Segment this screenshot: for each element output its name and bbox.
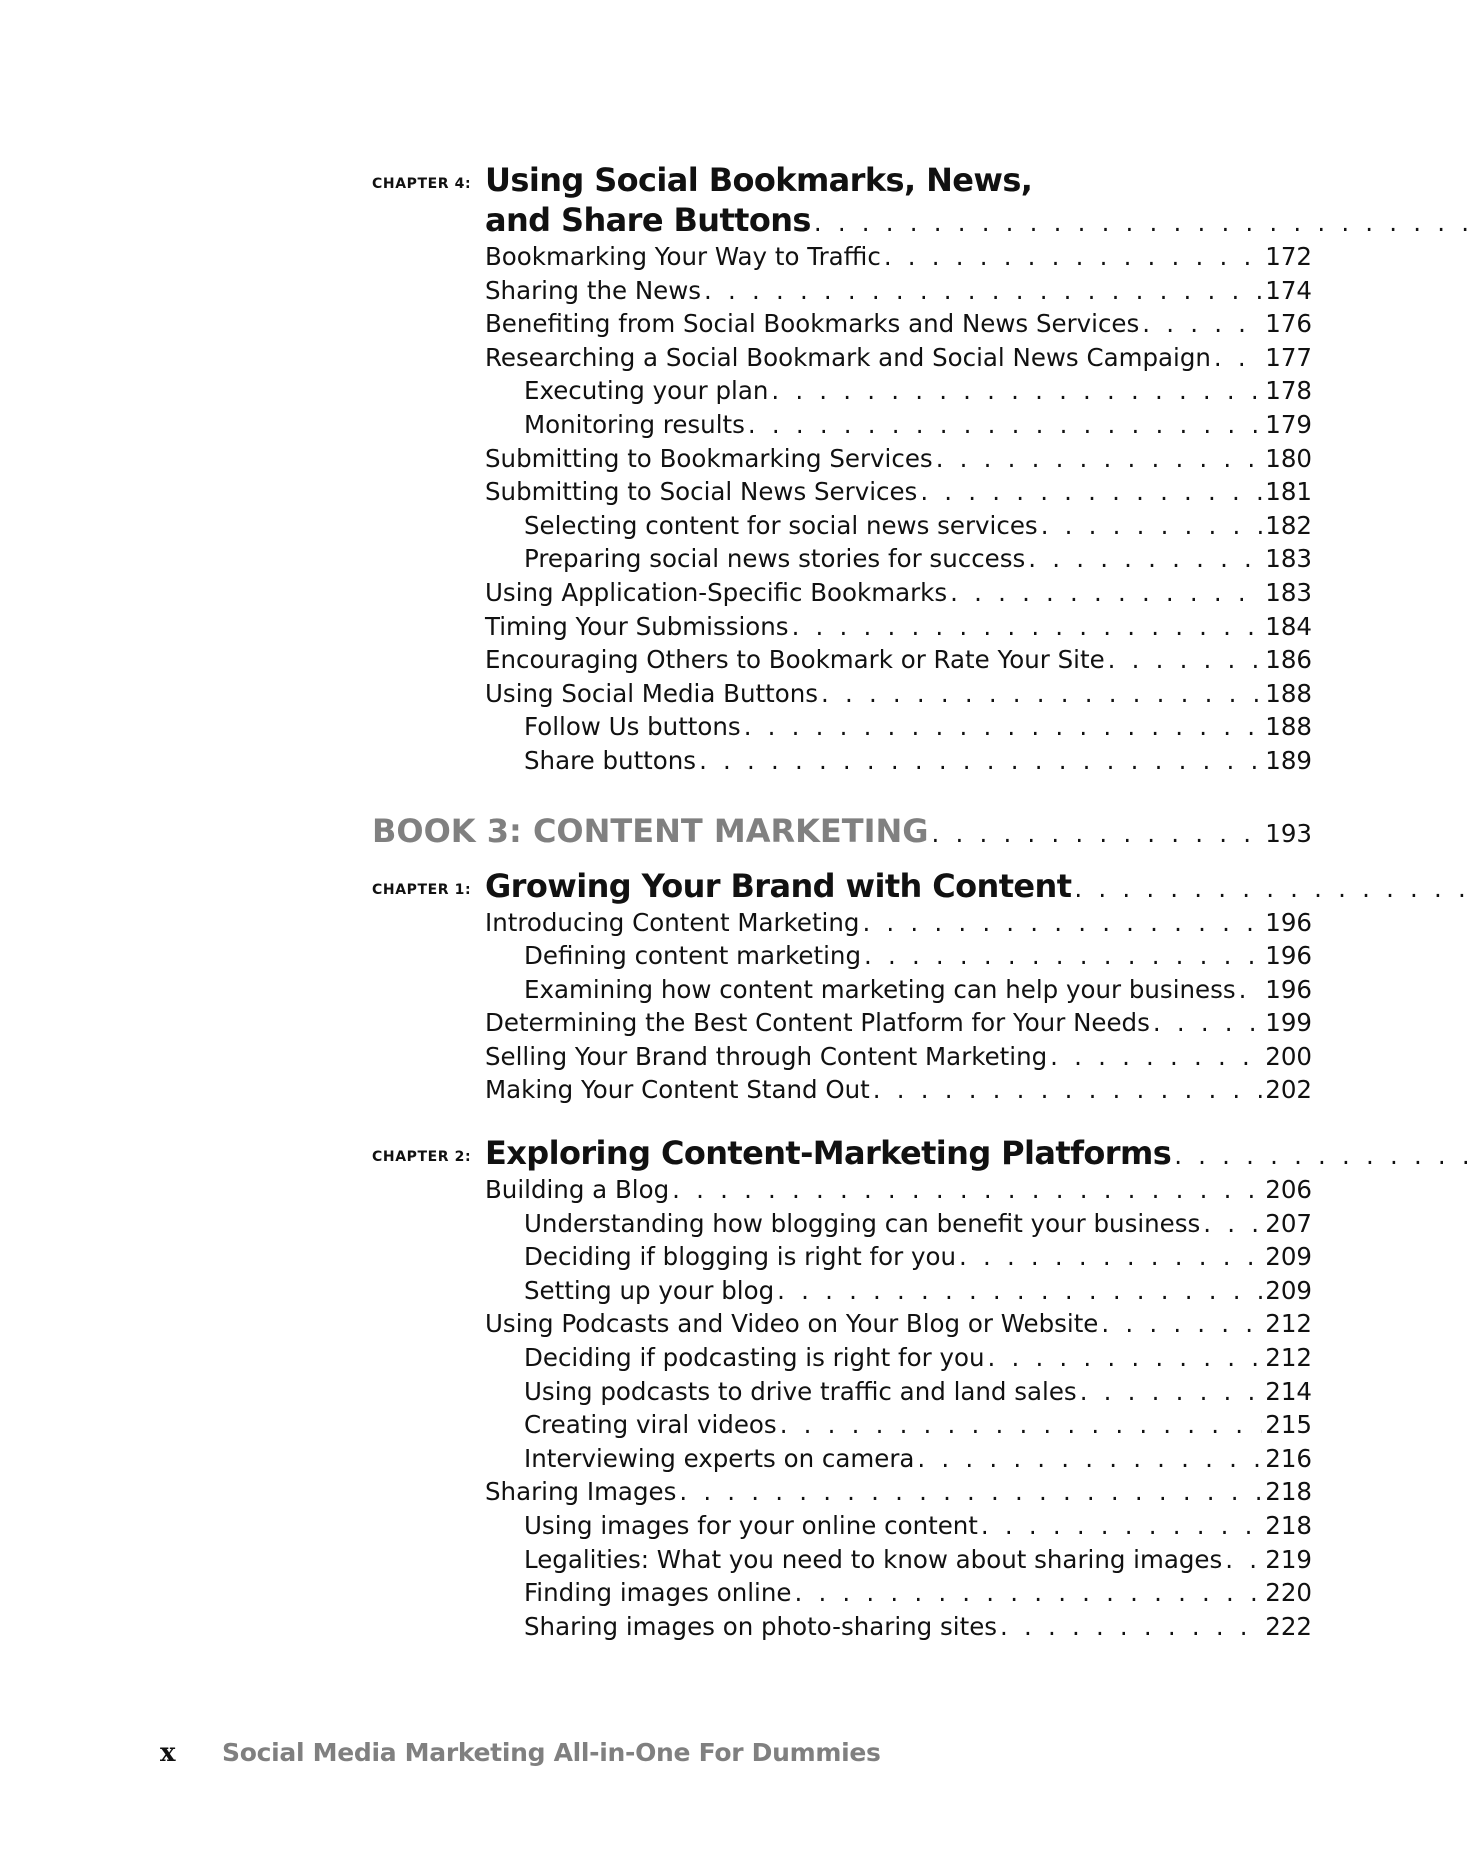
chapter-2-heading <box>372 1133 1312 1173</box>
chapter-title: and Share Buttons <box>485 201 811 239</box>
page-number: 172 <box>1265 242 1312 271</box>
entry-text: Sharing the News <box>485 275 702 305</box>
entry-text: Submitting to Bookmarking Services <box>485 443 933 473</box>
page-number: 174 <box>1265 275 1312 305</box>
toc-subentry <box>524 408 1312 442</box>
dot-leader <box>1074 869 1475 909</box>
entry-text: Finding images online <box>524 1578 792 1608</box>
entry-text: Examining how content marketing can help your business <box>524 974 1236 1004</box>
dot-leader <box>814 203 1475 243</box>
entry-text: Researching a Social Bookmark and Social News Campaign <box>485 342 1211 372</box>
dot-leader <box>959 1240 1262 1274</box>
toc-subentry <box>524 1375 1312 1409</box>
toc-subentry <box>524 1240 1312 1274</box>
page-number: 186 <box>1265 645 1312 675</box>
toc-entry <box>485 240 1312 274</box>
page-number: 202 <box>1265 1075 1312 1105</box>
toc-subentry <box>524 1341 1312 1375</box>
dot-leader <box>1041 509 1263 543</box>
dot-leader <box>981 1509 1262 1543</box>
entry-text: Selecting content for social news services <box>524 510 1038 540</box>
entry-text: Determining the Best Content Platform for Your Needs <box>485 1008 1150 1038</box>
page-number: 182 <box>1265 510 1312 540</box>
dot-leader <box>1153 1006 1262 1040</box>
dot-leader <box>699 744 1262 778</box>
page-number: 219 <box>1265 1544 1312 1574</box>
dot-leader <box>744 710 1263 744</box>
entry-text: Executing your plan <box>524 376 769 406</box>
page-number: 196 <box>1265 974 1312 1004</box>
page-number: 215 <box>1265 1410 1312 1440</box>
toc-subentry <box>524 1207 1312 1241</box>
chapter-label: CHAPTER 1: <box>372 881 472 898</box>
entry-text: Bookmarking Your Way to Traffic <box>485 242 881 271</box>
toc-entry <box>485 643 1312 677</box>
page-number: 196 <box>1265 907 1312 937</box>
entry-text: Building a Blog <box>485 1175 670 1205</box>
entry-text: Deciding if podcasting is right for you <box>524 1343 985 1373</box>
dot-leader <box>932 811 1263 857</box>
entry-text: Understanding how blogging can benefit your business <box>524 1208 1201 1238</box>
entry-text: Introducing Content Marketing <box>485 907 860 937</box>
toc-subentry <box>524 374 1312 408</box>
page-number: 220 <box>1265 1578 1312 1608</box>
toc-subentry <box>524 1509 1312 1543</box>
toc-entry <box>485 274 1312 308</box>
toc-entry <box>485 1475 1312 1509</box>
page-number: 218 <box>1265 1477 1312 1507</box>
dot-leader <box>1080 1375 1263 1409</box>
chapter-4-heading <box>372 160 1312 240</box>
entry-text: Legalities: What you need to know about sharing images <box>524 1544 1223 1574</box>
folio-page-number: x <box>160 1738 176 1768</box>
dot-leader <box>864 939 1262 973</box>
dot-leader <box>1101 1307 1262 1341</box>
page-number: 181 <box>1265 477 1312 507</box>
entry-text: Monitoring results <box>524 409 745 439</box>
dot-leader <box>917 1442 1262 1476</box>
page-number: 199 <box>1265 1008 1312 1038</box>
toc-subentry <box>524 1576 1312 1610</box>
page-number: 183 <box>1265 544 1312 574</box>
entry-text: Encouraging Others to Bookmark or Rate Your Site <box>485 645 1105 675</box>
page-number: 183 <box>1265 577 1312 607</box>
dot-leader <box>1050 1040 1262 1074</box>
dot-leader <box>1142 307 1262 341</box>
toc-entry <box>485 442 1312 476</box>
page-number: 188 <box>1265 712 1312 742</box>
dot-leader <box>1174 1136 1475 1176</box>
toc-subentry <box>524 1543 1312 1577</box>
dot-leader <box>771 374 1262 408</box>
dot-leader <box>1000 1610 1262 1644</box>
page-number: 207 <box>1265 1208 1312 1238</box>
entry-text: Using Social Media Buttons <box>485 678 818 708</box>
page-number: 200 <box>1265 1041 1312 1071</box>
dot-leader <box>704 274 1262 308</box>
toc-entry <box>485 677 1312 711</box>
page-number: 193 <box>1265 818 1312 848</box>
page-number: 218 <box>1265 1511 1312 1540</box>
dot-leader <box>884 240 1262 274</box>
dot-leader <box>792 610 1263 644</box>
table-of-contents <box>372 160 1312 1643</box>
toc-entry <box>485 1040 1312 1074</box>
dot-leader <box>1214 341 1262 375</box>
dot-leader <box>1028 542 1262 576</box>
page-footer <box>160 1738 881 1768</box>
dot-leader <box>1225 1543 1262 1577</box>
entry-text: Making Your Content Stand Out <box>485 1075 870 1105</box>
dot-leader <box>1108 643 1263 677</box>
dot-leader <box>794 1576 1262 1610</box>
toc-entry <box>485 1307 1312 1341</box>
entry-text: Defining content marketing <box>524 941 861 971</box>
page-number: 212 <box>1265 1343 1312 1373</box>
entry-text: Using Podcasts and Video on Your Blog or Website <box>485 1309 1099 1339</box>
dot-leader <box>1203 1207 1262 1241</box>
page-number: 189 <box>1265 745 1312 775</box>
toc-subentry <box>524 1274 1312 1308</box>
page-number: 209 <box>1265 1242 1312 1272</box>
page-number: 184 <box>1265 611 1312 641</box>
dot-leader <box>777 1274 1262 1308</box>
toc-entry <box>485 475 1312 509</box>
toc-subentry <box>524 710 1312 744</box>
entry-text: Submitting to Social News Services <box>485 477 918 507</box>
dot-leader <box>862 906 1262 940</box>
page-number: 177 <box>1265 342 1312 372</box>
entry-text: Using podcasts to drive traffic and land sales <box>524 1376 1077 1406</box>
dot-leader <box>988 1341 1263 1375</box>
dot-leader <box>1239 973 1263 1007</box>
dot-leader <box>821 677 1262 711</box>
book-title: BOOK 3: CONTENT MARKETING <box>372 811 929 850</box>
chapter-label: CHAPTER 4: <box>372 176 472 192</box>
page-number: 178 <box>1265 376 1312 406</box>
page-number: 196 <box>1265 941 1312 971</box>
book-heading <box>372 808 1312 854</box>
dot-leader <box>748 408 1262 442</box>
page-number: 212 <box>1265 1309 1312 1339</box>
dot-leader <box>780 1408 1263 1442</box>
dot-leader <box>936 442 1263 476</box>
toc-entry <box>485 906 1312 940</box>
entry-text: Setting up your blog <box>524 1275 775 1305</box>
toc-subentry <box>524 509 1312 543</box>
chapter-label: CHAPTER 2: <box>372 1149 472 1166</box>
running-book-title: Social Media Marketing All-in-One For Dummies <box>222 1738 881 1767</box>
dot-leader <box>679 1475 1262 1509</box>
entry-text: Using images for your online content <box>524 1511 978 1540</box>
entry-text: Using Application-Specific Bookmarks <box>485 577 948 607</box>
toc-subentry <box>524 744 1312 778</box>
page-number: 209 <box>1265 1275 1312 1305</box>
toc-entry <box>485 341 1312 375</box>
toc-subentry <box>524 542 1312 576</box>
page-number: 188 <box>1265 678 1312 708</box>
toc-entry <box>485 1073 1312 1107</box>
dot-leader <box>873 1073 1262 1107</box>
entry-text: Share buttons <box>524 745 697 775</box>
toc-subentry <box>524 1442 1312 1476</box>
page-number: 216 <box>1265 1443 1312 1473</box>
toc-subentry <box>524 1408 1312 1442</box>
toc-subentry <box>524 1610 1312 1644</box>
page-number: 179 <box>1265 409 1312 439</box>
entry-text: Creating viral videos <box>524 1410 777 1440</box>
toc-subentry <box>524 939 1312 973</box>
chapter-title: Exploring Content-Marketing Platforms <box>485 1134 1172 1173</box>
page-number: 180 <box>1265 443 1312 473</box>
dot-leader <box>950 576 1262 610</box>
chapter-title: Using Social Bookmarks, News, <box>485 161 1033 199</box>
page-number: 222 <box>1265 1611 1312 1641</box>
dot-leader <box>672 1173 1262 1207</box>
entry-text: Deciding if blogging is right for you <box>524 1242 956 1272</box>
toc-entry <box>485 1006 1312 1040</box>
entry-text: Benefiting from Social Bookmarks and News Services <box>485 309 1140 339</box>
toc-entry <box>485 610 1312 644</box>
page-number: 206 <box>1265 1175 1312 1205</box>
entry-text: Follow Us buttons <box>524 712 741 742</box>
chapter-1-heading <box>372 866 1312 906</box>
page-number: 176 <box>1265 309 1312 339</box>
chapter-title: Growing Your Brand with Content <box>485 866 1072 905</box>
toc-subentry <box>524 973 1312 1007</box>
entry-text: Timing Your Submissions <box>485 611 789 641</box>
page-number: 214 <box>1265 1376 1312 1406</box>
entry-text: Interviewing experts on camera <box>524 1443 915 1473</box>
toc-entry <box>485 307 1312 341</box>
dot-leader <box>920 475 1262 509</box>
toc-entry <box>485 1173 1312 1207</box>
entry-text: Sharing Images <box>485 1477 677 1507</box>
toc-entry <box>485 576 1312 610</box>
entry-text: Sharing images on photo-sharing sites <box>524 1611 998 1641</box>
entry-text: Preparing social news stories for success <box>524 544 1026 574</box>
entry-text: Selling Your Brand through Content Marketing <box>485 1041 1048 1071</box>
